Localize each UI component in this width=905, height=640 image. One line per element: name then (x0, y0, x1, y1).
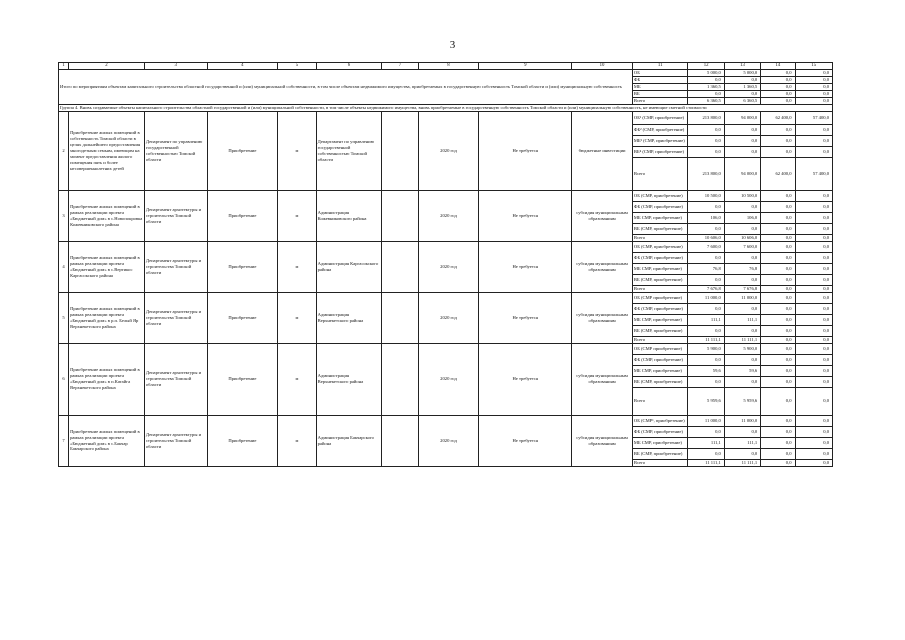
funding-source: МБ СМР, приобретение) (632, 437, 688, 448)
amount-cell: 10 500,0 (724, 191, 760, 202)
amount-cell: 11 111,1 (724, 336, 760, 343)
amount-cell: 0,0 (688, 125, 724, 136)
amount-cell: 0,0 (761, 70, 795, 77)
amount-cell: 0,0 (761, 136, 795, 147)
item-type: Приобретение (207, 191, 278, 242)
item-unit: м (278, 191, 316, 242)
amount-cell: 0,0 (795, 98, 832, 105)
amount-cell: 0,0 (724, 224, 760, 235)
amount-cell: 0,0 (688, 77, 724, 84)
funding-source: Всего (632, 235, 688, 242)
amount-cell: 0,0 (795, 292, 832, 303)
item-name: Приобретение жилых помещений в рамках реализации проекта «Бюджетный дом» в с.Вертикос Каргасокского района (69, 241, 145, 292)
amount-cell: 0,0 (761, 448, 795, 459)
amount-cell: 0,0 (795, 448, 832, 459)
funding-source: Всего (632, 285, 688, 292)
column-number: 11 (632, 63, 688, 70)
column-number: 5 (278, 63, 316, 70)
funding-source: Всего (632, 459, 688, 466)
program-table (58, 62, 833, 467)
totals-row (59, 70, 833, 77)
item-row (59, 415, 833, 426)
amount-cell: 11 000,0 (724, 415, 760, 426)
amount-cell: 0,0 (724, 91, 760, 98)
amount-cell: 11 000,0 (724, 292, 760, 303)
amount-cell: 5 900,0 (724, 343, 760, 354)
item-number: 3 (59, 191, 69, 242)
amount-cell: 111,1 (724, 314, 760, 325)
item-estimate: Не требуется (479, 241, 572, 292)
amount-cell: 0,0 (795, 263, 832, 274)
item-row (59, 191, 833, 202)
amount-cell: 0,0 (761, 252, 795, 263)
amount-cell: 0,0 (795, 303, 832, 314)
amount-cell: 106,0 (724, 213, 760, 224)
item-year: 2020 год (418, 343, 479, 415)
item-capacity (382, 292, 418, 343)
item-number: 4 (59, 241, 69, 292)
amount-cell: 0,0 (761, 437, 795, 448)
column-number: 3 (144, 63, 207, 70)
column-number: 1 (59, 63, 69, 70)
amount-cell: 0,0 (724, 147, 760, 158)
amount-cell: 0,0 (761, 98, 795, 105)
amount-cell: 94 000,0 (724, 158, 760, 191)
page-number: 3 (449, 39, 456, 51)
amount-cell: 0,0 (795, 224, 832, 235)
column-number: 12 (688, 63, 724, 70)
item-unit: м (278, 292, 316, 343)
amount-cell: 0,0 (761, 314, 795, 325)
amount-cell: 0,0 (795, 91, 832, 98)
item-capacity (382, 241, 418, 292)
amount-cell: 0,0 (688, 91, 724, 98)
amount-cell: 0,0 (795, 191, 832, 202)
amount-cell: 7 676,8 (724, 285, 760, 292)
amount-cell: 0,0 (761, 325, 795, 336)
column-number: 6 (316, 63, 382, 70)
amount-cell: 0,0 (795, 84, 832, 91)
funding-source: ОБ¹ (СМР, приобретение) (632, 112, 688, 125)
item-name: Приобретение жилых помещений в рамках реализации проекта «Бюджетный дом» в с.Бакчар Бакчарского района (69, 415, 145, 466)
item-estimate: Не требуется (479, 415, 572, 466)
amount-cell: 0,0 (795, 376, 832, 387)
item-name: Приобретение жилых помещений в рамках реализации проекта «Бюджетный дом» в п.Катайга Верхнекетского района (69, 343, 145, 415)
amount-cell: 0,0 (761, 77, 795, 84)
item-type: Приобретение (207, 241, 278, 292)
amount-cell: 0,0 (724, 303, 760, 314)
funding-source: МБ СМР, приобретение) (632, 263, 688, 274)
amount-cell: 0,0 (761, 84, 795, 91)
amount-cell: 0,0 (761, 292, 795, 303)
item-row (59, 241, 833, 252)
item-funding-form: субсидия муниципальным образованиям (572, 415, 633, 466)
amount-cell: 0,0 (795, 343, 832, 354)
funding-source: ОБ (632, 70, 688, 77)
item-number: 7 (59, 415, 69, 466)
amount-cell: 0,0 (761, 202, 795, 213)
amount-cell: 76,8 (688, 263, 724, 274)
funding-source: ОБ (СМР приобретение) (632, 292, 688, 303)
item-row (59, 292, 833, 303)
amount-cell: 0,0 (724, 426, 760, 437)
amount-cell: 0,0 (688, 147, 724, 158)
item-year: 2020 год (418, 241, 479, 292)
item-unit: м (278, 112, 316, 191)
funding-source: Всего (632, 158, 688, 191)
item-funding-form: субсидия муниципальным образованиям (572, 292, 633, 343)
item-estimate: Не требуется (479, 191, 572, 242)
item-funding-form: субсидия муниципальным образованиям (572, 241, 633, 292)
amount-cell: 10 606,0 (688, 235, 724, 242)
amount-cell: 0,0 (761, 191, 795, 202)
funding-source: МБ (632, 84, 688, 91)
amount-cell: 0,0 (795, 354, 832, 365)
amount-cell: 59,6 (724, 365, 760, 376)
amount-cell: 0,0 (795, 285, 832, 292)
funding-source: Всего (632, 387, 688, 415)
amount-cell: 0,0 (688, 448, 724, 459)
item-type: Приобретение (207, 343, 278, 415)
amount-cell: 11 000,0 (688, 292, 724, 303)
funding-source: ВБ (СМР, приобретение) (632, 274, 688, 285)
item-customer: Департамент архитектуры и строительства Томской области (144, 292, 207, 343)
amount-cell: 6 360,5 (688, 98, 724, 105)
amount-cell: 0,0 (688, 303, 724, 314)
amount-cell: 0,0 (761, 241, 795, 252)
item-capacity (382, 112, 418, 191)
item-executor: Департамент по управлению государственной собственностью Томской области (316, 112, 382, 191)
funding-source: ВБ⁴ (СМР, приобретение) (632, 147, 688, 158)
item-row (59, 343, 833, 354)
item-customer: Департамент архитектуры и строительства Томской области (144, 343, 207, 415)
amount-cell: 1 360,5 (688, 84, 724, 91)
amount-cell: 57 400,0 (795, 158, 832, 191)
amount-cell: 0,0 (761, 336, 795, 343)
amount-cell: 0,0 (795, 426, 832, 437)
amount-cell: 5 959,6 (724, 387, 760, 415)
amount-cell: 0,0 (761, 365, 795, 376)
amount-cell: 94 000,0 (724, 112, 760, 125)
amount-cell: 0,0 (761, 376, 795, 387)
amount-cell: 0,0 (761, 459, 795, 466)
amount-cell: 11 000,0 (688, 415, 724, 426)
item-executor: Администрация Верхнекетского района (316, 292, 382, 343)
column-number: 13 (724, 63, 760, 70)
item-capacity (382, 191, 418, 242)
amount-cell: 0,0 (724, 77, 760, 84)
item-year: 2020 год (418, 415, 479, 466)
item-name: Приобретение жилых помещений в рамках реализации проекта «Бюджетный дом» в р.п. Белый Яр Верхнекетского района (69, 292, 145, 343)
funding-source: МБ СМР, приобретение) (632, 365, 688, 376)
amount-cell: 0,0 (761, 415, 795, 426)
amount-cell: 5 959,6 (688, 387, 724, 415)
amount-cell: 111,1 (688, 314, 724, 325)
amount-cell: 0,0 (724, 202, 760, 213)
amount-cell: 0,0 (688, 202, 724, 213)
amount-cell: 0,0 (795, 252, 832, 263)
amount-cell: 0,0 (761, 343, 795, 354)
amount-cell: 213 800,0 (688, 158, 724, 191)
item-type: Приобретение (207, 415, 278, 466)
amount-cell: 0,0 (795, 459, 832, 466)
item-number: 6 (59, 343, 69, 415)
column-number: 15 (795, 63, 832, 70)
item-funding-form: субсидия муниципальным образованиям (572, 191, 633, 242)
funding-source: ФБ (632, 77, 688, 84)
amount-cell: 0,0 (795, 314, 832, 325)
item-year: 2020 год (418, 191, 479, 242)
amount-cell: 0,0 (761, 387, 795, 415)
amount-cell: 57 400,0 (795, 112, 832, 125)
amount-cell: 0,0 (724, 448, 760, 459)
amount-cell: 0,0 (761, 303, 795, 314)
amount-cell: 0,0 (761, 285, 795, 292)
amount-cell: 0,0 (688, 426, 724, 437)
funding-source: ФБ (СМР, приобретение) (632, 426, 688, 437)
amount-cell: 7 676,8 (688, 285, 724, 292)
item-name: Приобретение жилых помещений в собственность Томской области в целях дальнейшего предоставления многодетным семьям, имеющим на момент предоставления жилого помещения пять и более несовершеннолетних детей (69, 112, 145, 191)
column-number: 8 (418, 63, 479, 70)
item-customer: Департамент архитектуры и строительства Томской области (144, 415, 207, 466)
amount-cell: 111,1 (724, 437, 760, 448)
funding-source: ОБ (СМР¹, приобретение) (632, 415, 688, 426)
amount-cell: 0,0 (688, 252, 724, 263)
item-capacity (382, 343, 418, 415)
funding-source: ФБ² (СМР, приобретение) (632, 125, 688, 136)
amount-cell: 0,0 (724, 125, 760, 136)
item-number: 2 (59, 112, 69, 191)
item-estimate: Не требуется (479, 112, 572, 191)
funding-source: ВБ (632, 91, 688, 98)
funding-source: МБ³ (СМР, приобретение) (632, 136, 688, 147)
item-name: Приобретение жилых помещений в рамках реализации проекта «Бюджетный дом» в с.Новопокровка Кожевниковского района (69, 191, 145, 242)
funding-source: ОБ (СМР, приобретение) (632, 191, 688, 202)
item-executor: Администрация Кожевниковского района (316, 191, 382, 242)
funding-source: ВБ (СМР, приобретение) (632, 325, 688, 336)
amount-cell: 11 111,1 (724, 459, 760, 466)
item-year: 2020 год (418, 112, 479, 191)
amount-cell: 11 111,1 (688, 336, 724, 343)
item-funding-form: субсидия муниципальным образованиям (572, 343, 633, 415)
amount-cell: 111,1 (688, 437, 724, 448)
amount-cell: 0,0 (795, 147, 832, 158)
item-funding-form: бюджетные инвестиции (572, 112, 633, 191)
amount-cell: 0,0 (795, 77, 832, 84)
item-customer: Департамент архитектуры и строительства Томской области (144, 241, 207, 292)
amount-cell: 11 111,1 (688, 459, 724, 466)
amount-cell: 0,0 (761, 235, 795, 242)
amount-cell: 62 400,0 (761, 158, 795, 191)
column-number: 7 (382, 63, 418, 70)
funding-source: ВБ (СМР, приобретение) (632, 376, 688, 387)
amount-cell: 0,0 (795, 274, 832, 285)
amount-cell: 0,0 (761, 91, 795, 98)
amount-cell: 10 500,0 (688, 191, 724, 202)
funding-source: ВБ (СМР, приобретение) (632, 224, 688, 235)
item-unit: м (278, 415, 316, 466)
amount-cell: 59,6 (688, 365, 724, 376)
amount-cell: 6 360,5 (724, 98, 760, 105)
amount-cell: 0,0 (795, 437, 832, 448)
funding-source: Всего (632, 98, 688, 105)
amount-cell: 0,0 (688, 136, 724, 147)
funding-source: ВБ (СМР, приобретение) (632, 448, 688, 459)
amount-cell: 5 000,0 (724, 70, 760, 77)
item-type: Приобретение (207, 112, 278, 191)
item-year: 2020 год (418, 292, 479, 343)
column-number: 14 (761, 63, 795, 70)
amount-cell: 0,0 (795, 387, 832, 415)
amount-cell: 0,0 (761, 224, 795, 235)
amount-cell: 0,0 (795, 336, 832, 343)
item-estimate: Не требуется (479, 343, 572, 415)
amount-cell: 0,0 (761, 125, 795, 136)
group-header: Группа 4. Вновь создаваемые объекты капитального строительства областной государственной и (или) муниципальной собственности, в том числе объекты недвижимого имущества, вновь приобретаемые в государственную собственность Томской области и (или) муниципальную собственность, не имеющие сметной стоимости (59, 105, 833, 112)
item-number: 5 (59, 292, 69, 343)
totals-caption: Итого по мероприятиям объектам капитального строительства областной государственной и (или) муниципальной собственности, в том числе объектам недвижимого имущества, приобретаемых в государственную собственность Томской области и (или) муниципальную собственность (59, 70, 633, 105)
amount-cell: 0,0 (795, 325, 832, 336)
amount-cell: 0,0 (688, 354, 724, 365)
amount-cell: 0,0 (795, 241, 832, 252)
amount-cell: 62 400,0 (761, 112, 795, 125)
amount-cell: 7 600,0 (688, 241, 724, 252)
amount-cell: 0,0 (724, 274, 760, 285)
amount-cell: 0,0 (795, 125, 832, 136)
amount-cell: 0,0 (761, 213, 795, 224)
amount-cell: 7 600,0 (724, 241, 760, 252)
amount-cell: 0,0 (761, 147, 795, 158)
amount-cell: 0,0 (761, 263, 795, 274)
amount-cell: 0,0 (724, 325, 760, 336)
amount-cell: 1 360,5 (724, 84, 760, 91)
amount-cell: 0,0 (724, 252, 760, 263)
funding-source: ФБ (СМР, приобретение) (632, 354, 688, 365)
amount-cell: 76,8 (724, 263, 760, 274)
column-number: 9 (479, 63, 572, 70)
amount-cell: 5 900,0 (688, 343, 724, 354)
item-customer: Департамент по управлению государственной собственностью Томской области (144, 112, 207, 191)
amount-cell: 0,0 (724, 136, 760, 147)
item-estimate: Не требуется (479, 292, 572, 343)
amount-cell: 0,0 (795, 235, 832, 242)
amount-cell: 0,0 (795, 365, 832, 376)
amount-cell: 0,0 (761, 426, 795, 437)
amount-cell: 0,0 (688, 224, 724, 235)
funding-source: ОБ (СМР приобретение) (632, 343, 688, 354)
amount-cell: 213 800,0 (688, 112, 724, 125)
amount-cell: 10 606,0 (724, 235, 760, 242)
amount-cell: 0,0 (795, 213, 832, 224)
amount-cell: 0,0 (688, 274, 724, 285)
amount-cell: 0,0 (795, 415, 832, 426)
item-row (59, 112, 833, 125)
column-number-row (59, 63, 833, 70)
funding-source: ОБ (СМР, приобретение) (632, 241, 688, 252)
funding-source: ФБ (СМР, приобретение) (632, 202, 688, 213)
funding-source: ФБ (СМР, приобретение) (632, 252, 688, 263)
amount-cell: 0,0 (795, 202, 832, 213)
amount-cell: 0,0 (761, 354, 795, 365)
item-executor: Администрация Верхнекетского района (316, 343, 382, 415)
amount-cell: 106,0 (688, 213, 724, 224)
item-unit: м (278, 343, 316, 415)
item-type: Приобретение (207, 292, 278, 343)
amount-cell: 5 000,0 (688, 70, 724, 77)
item-unit: м (278, 241, 316, 292)
column-number: 4 (207, 63, 278, 70)
column-number: 10 (572, 63, 633, 70)
funding-source: МБ СМР, приобретение) (632, 213, 688, 224)
amount-cell: 0,0 (688, 376, 724, 387)
amount-cell: 0,0 (795, 136, 832, 147)
amount-cell: 0,0 (724, 376, 760, 387)
funding-source: МБ СМР, приобретение) (632, 314, 688, 325)
item-customer: Департамент архитектуры и строительства Томской области (144, 191, 207, 242)
item-capacity (382, 415, 418, 466)
funding-source: ФБ (СМР, приобретение) (632, 303, 688, 314)
item-executor: Администрация Бакчарского района (316, 415, 382, 466)
amount-cell: 0,0 (795, 70, 832, 77)
item-executor: Администрация Каргасокского района (316, 241, 382, 292)
column-number: 2 (69, 63, 145, 70)
amount-cell: 0,0 (724, 354, 760, 365)
amount-cell: 0,0 (688, 325, 724, 336)
amount-cell: 0,0 (761, 274, 795, 285)
funding-source: Всего (632, 336, 688, 343)
